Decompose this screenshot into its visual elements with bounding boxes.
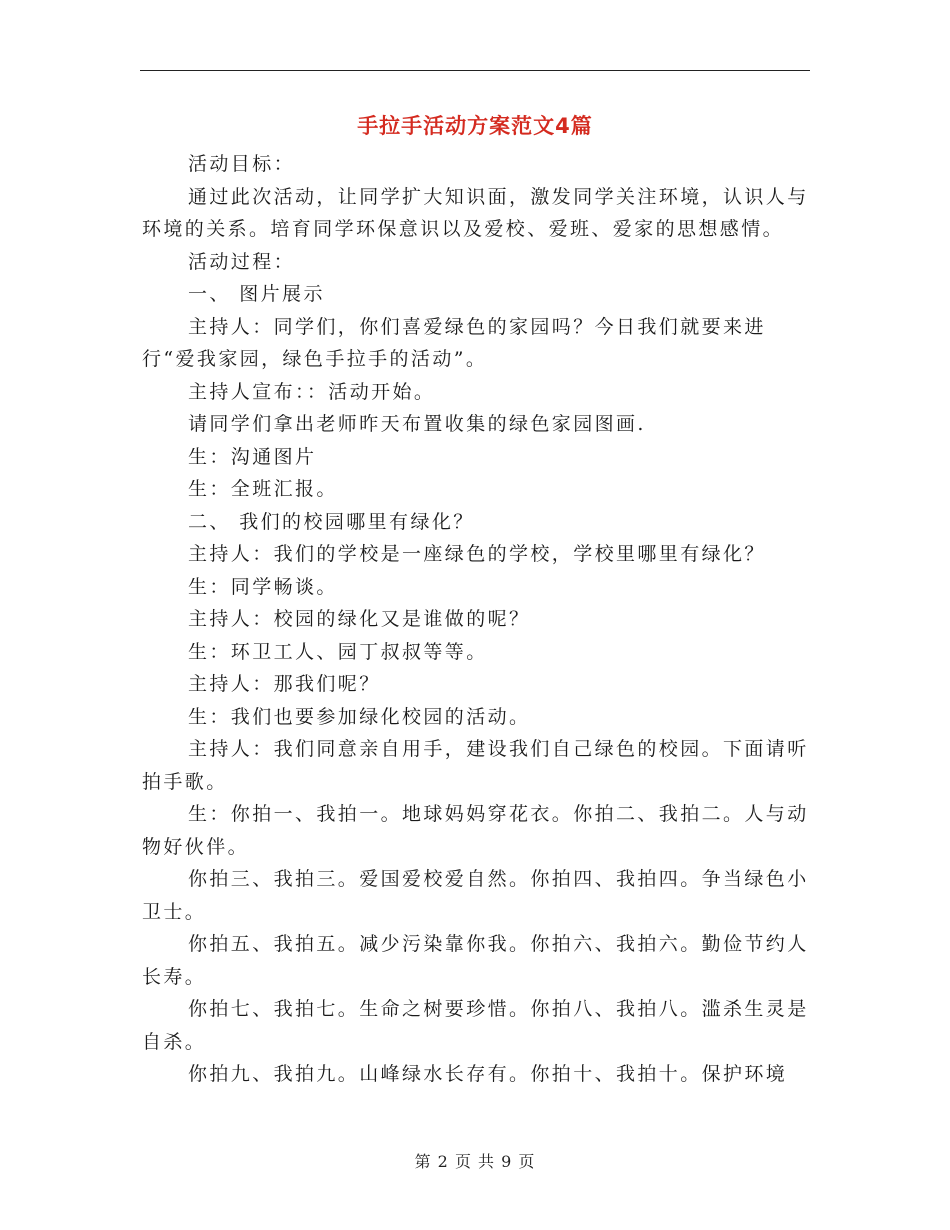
paragraph: 主持人宣布：：活动开始。 [188,380,436,403]
header-rule [140,70,810,71]
paragraph: 生：全班汇报。 [188,478,338,500]
paragraph: 主持人：我们同意亲自用手，建设我们自己绿色的校园。下面请听拍手歌。 [142,738,809,793]
section-heading: 一、 图片展示 [188,283,325,305]
paragraph: 你拍五、我拍五。减少污染靠你我。你拍六、我拍六。勤俭节约人长寿。 [142,933,809,988]
paragraph: 生：沟通图片 [188,445,317,468]
paragraph: 请同学们拿出老师昨天布置收集的绿色家园图画. [188,413,646,435]
paragraph: 生：环卫工人、园丁叔叔等等。 [188,640,488,663]
paragraph: 你拍七、我拍七。生命之树要珍惜。你拍八、我拍八。滥杀生灵是自杀。 [142,998,809,1053]
paragraph: 你拍三、我拍三。爱国爱校爱自然。你拍四、我拍四。争当绿色小卫士。 [142,868,809,923]
paragraph: 主持人：校园的绿化又是谁做的呢？ [188,608,531,630]
paragraph: 你拍九、我拍九。山峰绿水长存有。你拍十、我拍十。保护环境 [188,1063,788,1085]
paragraph: 生：你拍一、我拍一。地球妈妈穿花衣。你拍二、我拍二。人与动物好伙伴。 [142,803,809,858]
paragraph: 主持人：我们的学校是一座绿色的学校，学校里哪里有绿化？ [188,543,766,565]
document-body [142,148,810,1091]
document-title: 手拉手活动方案范文4篇 [357,114,593,138]
paragraph: 活动目标： [188,153,296,175]
paragraph: 活动过程： [188,250,296,273]
section-heading: 二、 我们的校园哪里有绿化？ [188,510,475,533]
paragraph: 主持人：那我们呢？ [188,673,381,695]
paragraph: 生：同学畅谈。 [188,575,338,598]
paragraph: 通过此次活动，让同学扩大知识面，激发同学关注环境，认识人与环境的关系。培育同学环保意识以及爱校、爱班、爱家的思想感情。 [142,185,809,240]
paragraph: 主持人：同学们，你们喜爱绿色的家园吗？今日我们就要来进行“爱我家园，绿色手拉手的活动”。 [142,315,766,370]
paragraph: 生：我们也要参加绿化校园的活动。 [188,705,531,728]
page-number: 第 2 页 共 9 页 [414,1152,536,1171]
